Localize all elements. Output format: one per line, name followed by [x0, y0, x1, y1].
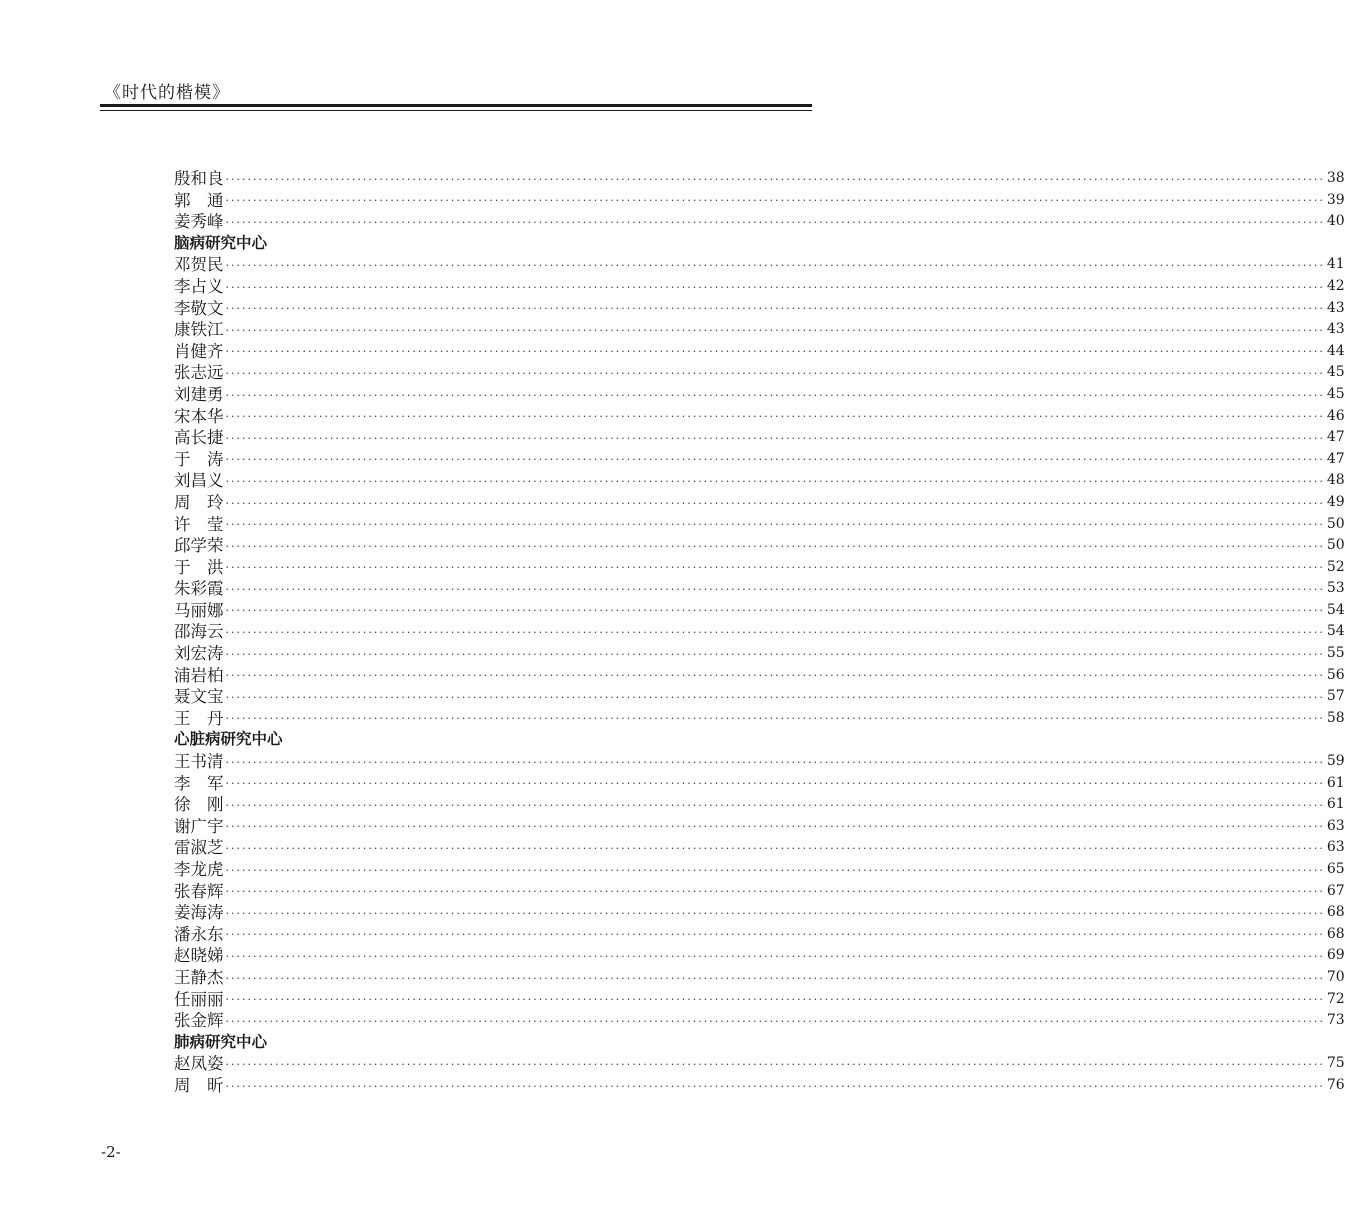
entry-name: 李龙虎	[174, 860, 224, 879]
entry-page-number: 70	[1326, 968, 1345, 985]
entry-page-number: 52	[1326, 558, 1345, 575]
toc-entry	[174, 945, 1345, 967]
entry-name: 赵晓娣	[174, 946, 224, 966]
entry-page-number: 69	[1326, 947, 1345, 964]
entry-page-number: 40	[1326, 213, 1345, 230]
entry-name: 张金辉	[174, 1011, 224, 1031]
entry-page-number: 76	[1326, 1076, 1345, 1093]
toc-entry	[174, 773, 1345, 795]
toc-entry	[174, 751, 1345, 773]
dot-leader: ········································································································································································································	[225, 798, 1325, 812]
entry-page-number: 47	[1326, 450, 1345, 467]
entry-name: 姜海涛	[174, 903, 224, 923]
section-title: 肺病研究中心	[174, 1032, 268, 1051]
entry-page-number: 43	[1326, 321, 1345, 338]
dot-leader: ········································································································································································································	[225, 1057, 1325, 1071]
toc-entry	[174, 190, 1345, 212]
dot-leader: ········································································································································································································	[225, 906, 1325, 920]
entry-name: 雷淑芝	[174, 838, 224, 858]
entry-name: 于 涛	[174, 449, 224, 469]
entry-page-number: 43	[1326, 299, 1345, 316]
entry-page-number: 50	[1326, 515, 1345, 532]
dot-leader: ········································································································································································································	[225, 323, 1325, 337]
entry-name: 浦岩柏	[174, 665, 224, 685]
toc-entry	[174, 557, 1345, 579]
toc-entry	[174, 989, 1345, 1011]
entry-name: 刘昌义	[174, 471, 224, 491]
entry-page-number: 41	[1326, 256, 1345, 273]
dot-leader: ········································································································································································································	[225, 518, 1325, 532]
dot-leader: ········································································································································································································	[225, 345, 1325, 359]
header-rule-thick	[100, 104, 812, 107]
dot-leader: ········································································································································································································	[225, 993, 1325, 1007]
entry-name: 李 军	[174, 773, 224, 793]
toc-entry	[174, 881, 1345, 903]
toc-entry	[174, 643, 1345, 665]
toc-entry	[174, 427, 1345, 449]
dot-leader: ········································································································································································································	[225, 1014, 1325, 1028]
dot-leader: ········································································································································································································	[225, 626, 1325, 640]
dot-leader: ········································································································································································································	[225, 172, 1325, 186]
dot-leader: ········································································································································································································	[225, 410, 1325, 424]
entry-name: 马丽娜	[174, 600, 224, 620]
entry-page-number: 48	[1326, 472, 1345, 489]
dot-leader: ········································································································································································································	[225, 647, 1325, 661]
dot-leader: ········································································································································································································	[225, 582, 1325, 596]
dot-leader: ········································································································································································································	[225, 971, 1325, 985]
entry-name: 刘宏涛	[174, 644, 224, 664]
dot-leader: ········································································································································································································	[225, 453, 1325, 467]
dot-leader: ········································································································································································································	[225, 1079, 1325, 1093]
toc-entry	[174, 578, 1345, 600]
dot-leader: ········································································································································································································	[225, 258, 1325, 272]
toc-entry	[174, 492, 1345, 514]
entry-name: 邓贺民	[174, 255, 224, 275]
dot-leader: ········································································································································································································	[225, 842, 1325, 855]
entry-name: 许 莹	[174, 514, 224, 534]
entry-name: 谢广宇	[174, 816, 224, 836]
entry-page-number: 57	[1326, 688, 1345, 705]
toc-entry	[174, 406, 1345, 428]
entry-page-number: 65	[1326, 861, 1345, 877]
toc-section-heading	[174, 1032, 774, 1054]
entry-name: 郭 通	[174, 190, 224, 210]
entry-page-number: 61	[1326, 774, 1345, 791]
header-rule-thin	[100, 110, 812, 111]
dot-leader: ········································································································································································································	[225, 777, 1325, 791]
entry-page-number: 68	[1326, 925, 1345, 942]
toc-entry	[174, 276, 1345, 298]
toc-entry	[174, 298, 1345, 320]
entry-name: 徐 刚	[174, 795, 224, 815]
toc-entry	[174, 168, 1345, 190]
toc-entry	[174, 686, 1345, 708]
entry-name: 康铁江	[174, 320, 224, 340]
entry-page-number: 47	[1326, 429, 1345, 446]
dot-leader: ········································································································································································································	[225, 712, 1325, 726]
entry-page-number: 39	[1326, 191, 1345, 208]
entry-page-number: 59	[1326, 753, 1345, 770]
entry-name: 殷和良	[174, 169, 224, 188]
toc-entry	[174, 708, 1345, 730]
entry-name: 任丽丽	[174, 989, 224, 1009]
entry-page-number: 53	[1326, 580, 1345, 597]
toc-section-heading	[174, 233, 774, 255]
entry-name: 王书清	[174, 752, 224, 772]
toc-section-heading	[174, 729, 774, 751]
entry-page-number: 61	[1326, 796, 1345, 813]
dot-leader: ········································································································································································································	[225, 949, 1325, 963]
toc-entry	[174, 665, 1345, 687]
dot-leader: ········································································································································································································	[225, 215, 1325, 229]
table-of-contents	[174, 168, 1345, 1097]
toc-entry	[174, 514, 1345, 536]
entry-page-number: 38	[1326, 170, 1345, 186]
toc-entry	[174, 924, 1345, 946]
entry-name: 王静杰	[174, 967, 224, 987]
dot-leader: ········································································································································································································	[225, 885, 1325, 899]
toc-entry	[174, 211, 1345, 233]
entry-page-number: 45	[1326, 385, 1345, 402]
entry-name: 高长捷	[174, 428, 224, 448]
dot-leader: ········································································································································································································	[225, 755, 1325, 769]
entry-page-number: 49	[1326, 493, 1345, 510]
toc-entry	[174, 837, 1345, 859]
entry-page-number: 63	[1326, 839, 1345, 856]
entry-name: 王 丹	[174, 708, 224, 728]
entry-page-number: 68	[1326, 904, 1345, 921]
toc-entry	[174, 967, 1345, 989]
dot-leader: ········································································································································································································	[225, 194, 1325, 208]
toc-entry	[174, 621, 1345, 643]
toc-entry	[174, 859, 1345, 881]
toc-entry	[174, 1075, 1345, 1097]
page-number: -2-	[101, 1143, 121, 1161]
dot-leader: ········································································································································································································	[225, 561, 1325, 575]
entry-name: 肖健齐	[174, 341, 224, 361]
dot-leader: ········································································································································································································	[225, 280, 1325, 294]
section-title: 脑病研究中心	[174, 233, 268, 252]
entry-page-number: 46	[1326, 407, 1345, 424]
running-header-title: 《时代的楷模》	[104, 83, 230, 103]
entry-name: 李占义	[174, 276, 224, 296]
dot-leader: ········································································································································································································	[225, 366, 1325, 380]
toc-entry	[174, 902, 1345, 924]
entry-name: 刘建勇	[174, 384, 224, 404]
toc-entry	[174, 384, 1345, 406]
entry-name: 潘永东	[174, 924, 224, 944]
entry-page-number: 54	[1326, 601, 1345, 618]
dot-leader: ········································································································································································································	[225, 604, 1325, 618]
entry-page-number: 58	[1326, 709, 1345, 726]
dot-leader: ········································································································································································································	[225, 496, 1325, 510]
entry-page-number: 44	[1326, 342, 1345, 359]
entry-name: 姜秀峰	[174, 212, 224, 232]
toc-entry	[174, 362, 1345, 384]
entry-name: 张志远	[174, 363, 224, 383]
entry-page-number: 45	[1326, 364, 1345, 381]
entry-page-number: 54	[1326, 623, 1345, 640]
toc-entry	[174, 254, 1345, 276]
dot-leader: ········································································································································································································	[225, 928, 1325, 942]
dot-leader: ········································································································································································································	[225, 820, 1325, 834]
toc-entry	[174, 319, 1345, 341]
entry-name: 张春辉	[174, 881, 224, 901]
entry-page-number: 42	[1326, 277, 1345, 294]
entry-page-number: 75	[1326, 1055, 1345, 1072]
dot-leader: ········································································································································································································	[225, 539, 1325, 553]
entry-name: 于 洪	[174, 557, 224, 577]
toc-entry	[174, 341, 1345, 363]
section-title: 心脏病研究中心	[174, 730, 283, 749]
dot-leader: ········································································································································································································	[225, 474, 1325, 488]
toc-entry	[174, 535, 1345, 557]
entry-name: 朱彩霞	[174, 579, 224, 599]
toc-entry	[174, 449, 1345, 471]
dot-leader: ········································································································································································································	[225, 863, 1325, 877]
entry-page-number: 63	[1326, 817, 1345, 834]
entry-name: 聂文宝	[174, 687, 224, 707]
toc-entry	[174, 470, 1345, 492]
entry-name: 邵海云	[174, 622, 224, 642]
entry-page-number: 56	[1326, 666, 1345, 683]
dot-leader: ········································································································································································································	[225, 690, 1325, 704]
entry-page-number: 67	[1326, 882, 1345, 899]
entry-name: 周 玲	[174, 492, 224, 512]
entry-name: 周 昕	[174, 1075, 224, 1095]
entry-page-number: 72	[1326, 990, 1345, 1007]
entry-name: 邱学荣	[174, 536, 224, 556]
entry-name: 宋本华	[174, 406, 224, 426]
entry-name: 李敬文	[174, 298, 224, 318]
dot-leader: ········································································································································································································	[225, 302, 1325, 316]
entry-page-number: 50	[1326, 537, 1345, 554]
toc-entry	[174, 1053, 1345, 1075]
entry-page-number: 73	[1326, 1012, 1345, 1029]
entry-page-number: 55	[1326, 645, 1345, 662]
toc-entry	[174, 1010, 1345, 1032]
toc-entry	[174, 794, 1345, 816]
dot-leader: ········································································································································································································	[225, 669, 1325, 683]
dot-leader: ········································································································································································································	[225, 388, 1325, 402]
entry-name: 赵凤姿	[174, 1054, 224, 1074]
toc-entry	[174, 816, 1345, 838]
dot-leader: ········································································································································································································	[225, 431, 1325, 445]
toc-entry	[174, 600, 1345, 622]
